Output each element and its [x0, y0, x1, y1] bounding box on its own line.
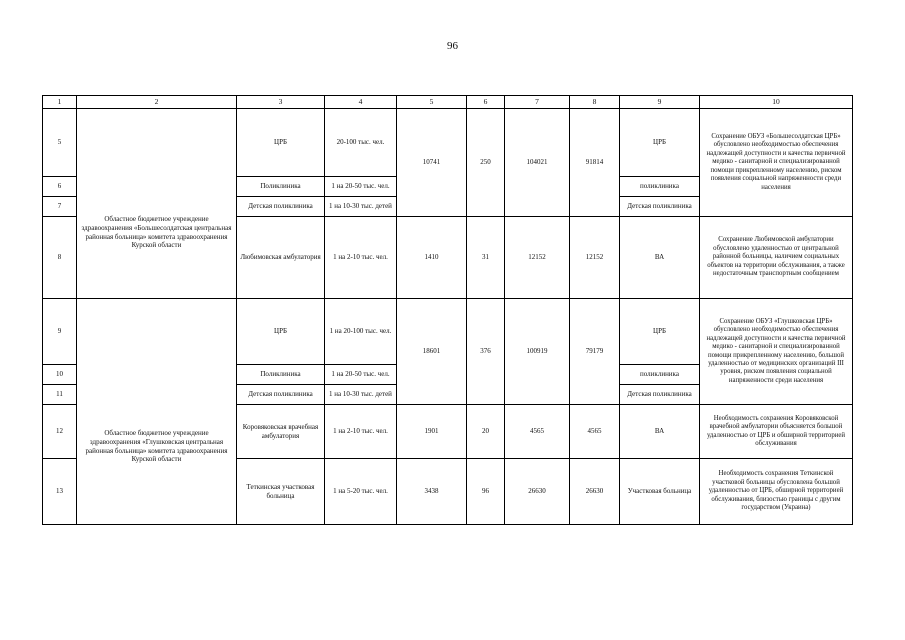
row-number: 6: [43, 177, 77, 197]
facility-name: Любимовская амбулатория: [237, 217, 325, 299]
cell-c6: 250: [467, 109, 505, 217]
header-row: [43, 96, 853, 109]
population-norm: 1 на 2-10 тыс. чел.: [325, 217, 397, 299]
facility-name: Поликлиника: [237, 177, 325, 197]
facility-name: ЦРБ: [237, 299, 325, 365]
facility-name: Коровяковская врачебная амбулатория: [237, 405, 325, 459]
justification-note: Необходимость сохранения Коровяковской врачебной амбулатории объясняется большой удаленностью от ЦРБ и обширной территорией обслуживания: [700, 405, 853, 459]
facility-type: ВА: [620, 405, 700, 459]
cell-c8: 4565: [570, 405, 620, 459]
population-norm: 1 на 20-100 тыс. чел.: [325, 299, 397, 365]
facility-type: поликлиника: [620, 365, 700, 385]
facility-name: Детская поликлиника: [237, 385, 325, 405]
cell-c5: 3438: [397, 459, 467, 525]
population-norm: 1 на 2-10 тыс. чел.: [325, 405, 397, 459]
cell-c7: 100919: [505, 299, 570, 405]
facility-type: поликлиника: [620, 177, 700, 197]
cell-c6: 376: [467, 299, 505, 405]
cell-c5: 1901: [397, 405, 467, 459]
organization-name: [77, 109, 237, 299]
row-number: 13: [43, 459, 77, 525]
col-header: 4: [325, 96, 397, 109]
cell-c8: 26630: [570, 459, 620, 525]
page-number: 96: [447, 40, 458, 52]
cell-c6: 96: [467, 459, 505, 525]
organization-name: [77, 299, 237, 525]
organization-text: Областное бюджетное учреждение здравоохранения «Большесолдатская центральная районная больница» комитета здравоохранения Курской области: [81, 215, 232, 250]
cell-c8: 91814: [570, 109, 620, 217]
justification-note: Сохранение ОБУЗ «Большесолдатская ЦРБ» обусловлено необходимостью обеспечения надлежащей доступности и качества первичной медико - санитарной и специализированной помощи прикрепленному населению, риском появления социальной напряженности среди населения: [700, 109, 853, 217]
population-norm: 1 на 20-50 тыс. чел.: [325, 177, 397, 197]
facility-type: ВА: [620, 217, 700, 299]
col-header: 2: [77, 96, 237, 109]
facility-name: Детская поликлиника: [237, 197, 325, 217]
cell-c7: 4565: [505, 405, 570, 459]
facility-type: Детская поликлиника: [620, 197, 700, 217]
col-header: 5: [397, 96, 467, 109]
justification-note: Сохранение ОБУЗ «Глушковская ЦРБ» обусловлено необходимостью обеспечения надлежащей доступности и качества первичной медико - санитарной и специализированной помощи прикрепленному населению, большой удаленностью от медицинских организаций III уровня, риском появления социальной напряженности среди населения: [700, 299, 853, 405]
cell-c7: 26630: [505, 459, 570, 525]
population-norm: 20-100 тыс. чел.: [325, 109, 397, 177]
cell-c8: 79179: [570, 299, 620, 405]
col-header: 1: [43, 96, 77, 109]
facility-name: ЦРБ: [237, 109, 325, 177]
col-header: 7: [505, 96, 570, 109]
population-norm: 1 на 10-30 тыс. детей: [325, 385, 397, 405]
cell-c6: 31: [467, 217, 505, 299]
col-header: 6: [467, 96, 505, 109]
facility-name: Поликлиника: [237, 365, 325, 385]
cell-c6: 20: [467, 405, 505, 459]
facility-type: Детская поликлиника: [620, 385, 700, 405]
population-norm: 1 на 5-20 тыс. чел.: [325, 459, 397, 525]
row-number: 5: [43, 109, 77, 177]
cell-c5: 1410: [397, 217, 467, 299]
row-number: 10: [43, 365, 77, 385]
population-norm: 1 на 10-30 тыс. детей: [325, 197, 397, 217]
row-number: 9: [43, 299, 77, 365]
cell-c7: 12152: [505, 217, 570, 299]
facility-type: ЦРБ: [620, 109, 700, 177]
cell-c8: 12152: [570, 217, 620, 299]
row-number: 8: [43, 217, 77, 299]
row-number: 12: [43, 405, 77, 459]
row-number: 7: [43, 197, 77, 217]
cell-c5: 10741: [397, 109, 467, 217]
col-header: 3: [237, 96, 325, 109]
justification-note: Необходимость сохранения Теткинской участковой больницы обусловлена большой удаленностью от ЦРБ, обширной территорией обслуживания, близостью границы с другим государством (Украина): [700, 459, 853, 525]
col-header: 9: [620, 96, 700, 109]
col-header: 8: [570, 96, 620, 109]
facility-type: Участковая больница: [620, 459, 700, 525]
justification-note: Сохранение Любимовской амбулатории обусловлено удаленностью от центральной районной больницы, наличием социальных объектов на территории обслуживания, а также недостаточным транспортным сообщением: [700, 217, 853, 299]
table-row: [43, 299, 853, 365]
table-row: [43, 109, 853, 177]
cell-c7: 104021: [505, 109, 570, 217]
row-number: 11: [43, 385, 77, 405]
facility-type: ЦРБ: [620, 299, 700, 365]
cell-c5: 18601: [397, 299, 467, 405]
organization-text: Областное бюджетное учреждение здравоохранения «Глушковская центральная районная больница» комитета здравоохранения Курской области: [85, 429, 228, 464]
population-norm: 1 на 20-50 тыс. чел.: [325, 365, 397, 385]
facility-name: Теткинская участковая больница: [237, 459, 325, 525]
col-header: 10: [700, 96, 853, 109]
facilities-table: [42, 95, 853, 525]
